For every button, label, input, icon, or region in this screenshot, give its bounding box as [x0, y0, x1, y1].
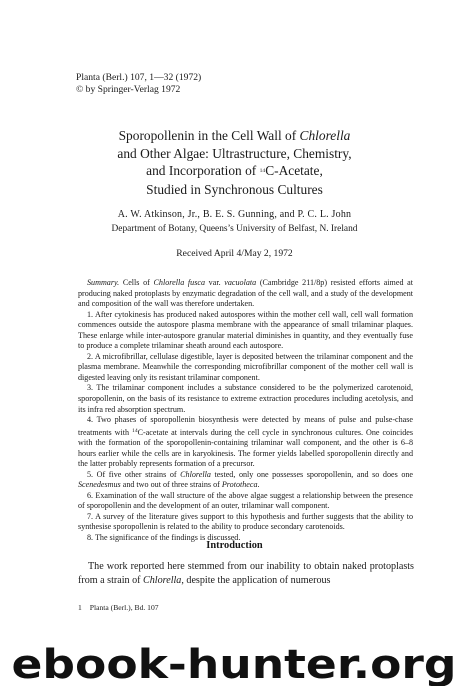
title-line-1: Sporopollenin in the Cell Wall of Chlorella	[118, 128, 351, 143]
journal-citation	[76, 72, 201, 96]
summary-paragraph-7: 7. A survey of the literature gives support to this hypothesis and further suggests that the ability to synthesise sporopollenin is related to the ability to produce secondary carotenoids.	[78, 511, 413, 532]
page-number: 1	[78, 603, 82, 612]
watermark-logo	[8, 640, 461, 686]
summary-paragraph-4: 4. Two phases of sporopollenin biosynthesis were detected by means of pulse and pulse-chase treatments with $^{14}$C-acetate at intervals during the cell cycle in synchronous cultures. One coincides with the formation of the sporopollenin-containing trilaminar wall component, and the other is 6–8 hours earlier while the cells are in karyokinesis. The former yields labelled sporopollenin directly and the latter probably represents formation of a precursor.	[78, 415, 414, 469]
title-line-3: and Incorporation of $^{14}$C-Acetate,	[146, 163, 323, 178]
title-line-2: and Other Algae: Ultrastructure, Chemistry,	[117, 145, 352, 161]
summary-paragraph-1: 1. After cytokinesis has produced naked autospores within the mother cell wall, cell wall formation commences outside the autospore plasma membrane with the appearance of small trilaminar plaques. These enlarge while inter-autospore granular material diminishes in quantity, and they eventually fuse to produce a complete trilaminar sheath around each autospore.	[78, 309, 413, 351]
summary-paragraph-2: 2. A microfibrillar, cellulase digestible, layer is deposited between the trilaminar component and the plasma membrane. Meanwhile the corresponding microfibrillar component of the mother cell wall is digested leaving only its resistant trilaminar component.	[78, 351, 413, 382]
summary-paragraph-8: 8. The significance of the findings is discussed.	[87, 532, 241, 542]
paper-title	[60, 127, 409, 198]
citation-line-1: Planta (Berl.) 107, 1—32 (1972)	[76, 72, 202, 83]
affiliation: Department of Botany, Queens’s University of Belfast, N. Ireland	[111, 224, 358, 234]
footer-journal: Planta (Berl.), Bd. 107	[89, 603, 159, 612]
received-date: Received April 4/May 2, 1972	[176, 248, 293, 259]
page-footer	[78, 603, 167, 612]
introduction-paragraph: The work reported here stemmed from our inability to obtain naked protoplasts from a strain of Chlorella, despite the application of numerous	[78, 561, 414, 586]
summary-paragraph-6: 6. Examination of the wall structure of the above algae suggest a relationship between the presence of sporopollenin and the development of an outer, trilaminar wall component.	[78, 490, 413, 511]
summary-paragraph-intro: Summary. Cells of Chlorella fusca var. vacuolata (Cambridge 211/8p) resisted efforts aimed at producing naked protoplasts by enzymatic degradation of the cell wall, and a study of the development and composition of the wall was therefore undertaken.	[78, 278, 413, 309]
title-line-4: Studied in Synchronous Cultures	[146, 181, 323, 197]
summary-paragraph-5: 5. Of five other strains of Chlorella tested, only one possesses sporopollenin, and so does one Scenedesmus and two out of three strains of Prototheca.	[78, 469, 414, 490]
watermark-text: ebook-hunter.org	[11, 642, 457, 686]
author-list: A. W. Atkinson, Jr., B. E. S. Gunning, and P. C. L. John	[117, 209, 352, 220]
introduction-body	[78, 560, 414, 587]
citation-line-2: © by Springer-Verlag 1972	[76, 84, 181, 95]
summary-paragraph-3: 3. The trilaminar component includes a substance considered to be the polymerized carotenoid, sporopollenin, on the basis of its resistance to extreme extraction procedures including acetolysis, and its infra red absorption spectrum.	[78, 383, 413, 414]
summary-section	[78, 278, 413, 543]
introduction-heading: Introduction	[206, 540, 263, 551]
